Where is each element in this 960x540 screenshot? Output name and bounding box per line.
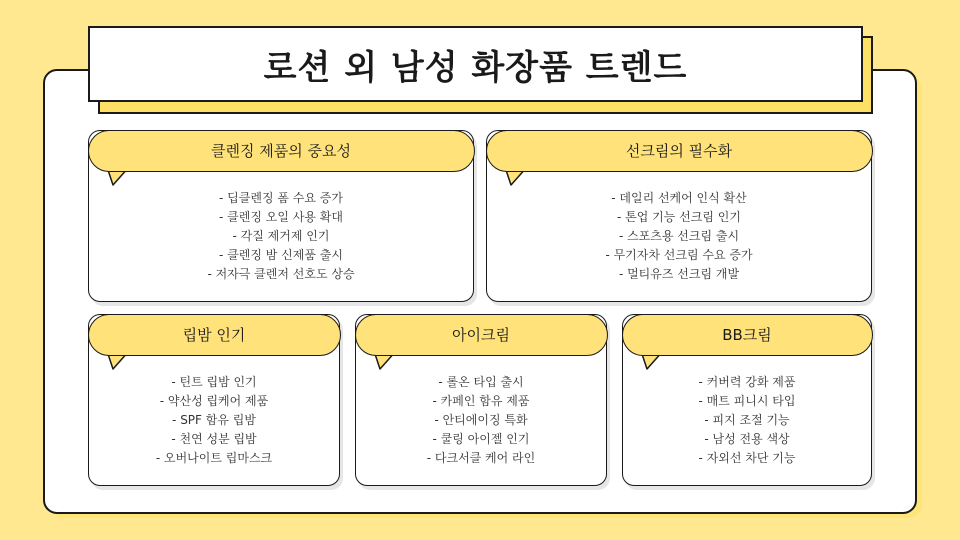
page-title: 로션 외 남성 화장품 트렌드 — [263, 47, 688, 88]
card-list — [89, 373, 339, 468]
card-heading: 립밤 인기 — [182, 326, 246, 344]
card-header — [486, 130, 873, 172]
card-header — [88, 130, 475, 172]
card-header — [622, 314, 873, 356]
list-item: - 틴트 립밤 인기 — [171, 375, 257, 389]
list-item: - 저자극 클렌저 선호도 상승 — [207, 267, 355, 281]
card-bbcream — [622, 314, 872, 486]
list-item: - 자외선 차단 기능 — [698, 451, 796, 465]
list-item: - SPF 함유 립밤 — [172, 413, 256, 427]
list-item: - 약산성 립케어 제품 — [159, 394, 269, 408]
list-item: - 안티에이징 특화 — [434, 413, 528, 427]
card-list — [89, 189, 473, 284]
list-item: - 멀티유즈 선크림 개발 — [618, 267, 740, 281]
list-item: - 톤업 기능 선크림 인기 — [617, 210, 741, 224]
list-item: - 카페인 함유 제품 — [432, 394, 530, 408]
title-box — [88, 26, 863, 102]
card-heading: 클렌징 제품의 중요성 — [211, 142, 351, 160]
list-item: - 커버력 강화 제품 — [698, 375, 796, 389]
list-item: - 딥클렌징 폼 수요 증가 — [219, 191, 343, 205]
card-heading: BB크림 — [722, 326, 772, 344]
card-lipbalm — [88, 314, 340, 486]
list-item: - 스포츠용 선크림 출시 — [618, 229, 740, 243]
list-item: - 다크서클 케어 라인 — [426, 451, 536, 465]
card-header — [88, 314, 341, 356]
list-item: - 피지 조절 기능 — [704, 413, 790, 427]
card-list — [356, 373, 606, 468]
card-heading: 아이크림 — [452, 326, 510, 344]
list-item: - 쿨링 아이젤 인기 — [432, 432, 530, 446]
list-item: - 각질 제거제 인기 — [232, 229, 330, 243]
list-item: - 데일리 선케어 인식 확산 — [611, 191, 747, 205]
card-list — [487, 189, 871, 284]
list-item: - 클렌징 밤 신제품 출시 — [219, 248, 343, 262]
list-item: - 오버나이트 립마스크 — [155, 451, 273, 465]
card-header — [355, 314, 608, 356]
list-item: - 남성 전용 색상 — [704, 432, 790, 446]
list-item: - 롤온 타입 출시 — [438, 375, 524, 389]
list-item: - 매트 피니시 타입 — [698, 394, 796, 408]
card-cleansing — [88, 130, 474, 302]
card-eyecream — [355, 314, 607, 486]
list-item: - 천연 성분 립밤 — [171, 432, 257, 446]
card-heading: 선크림의 필수화 — [625, 142, 733, 160]
list-item: - 무기자차 선크림 수요 증가 — [605, 248, 753, 262]
list-item: - 클렌징 오일 사용 확대 — [219, 210, 343, 224]
card-suncream — [486, 130, 872, 302]
card-list — [623, 373, 871, 468]
